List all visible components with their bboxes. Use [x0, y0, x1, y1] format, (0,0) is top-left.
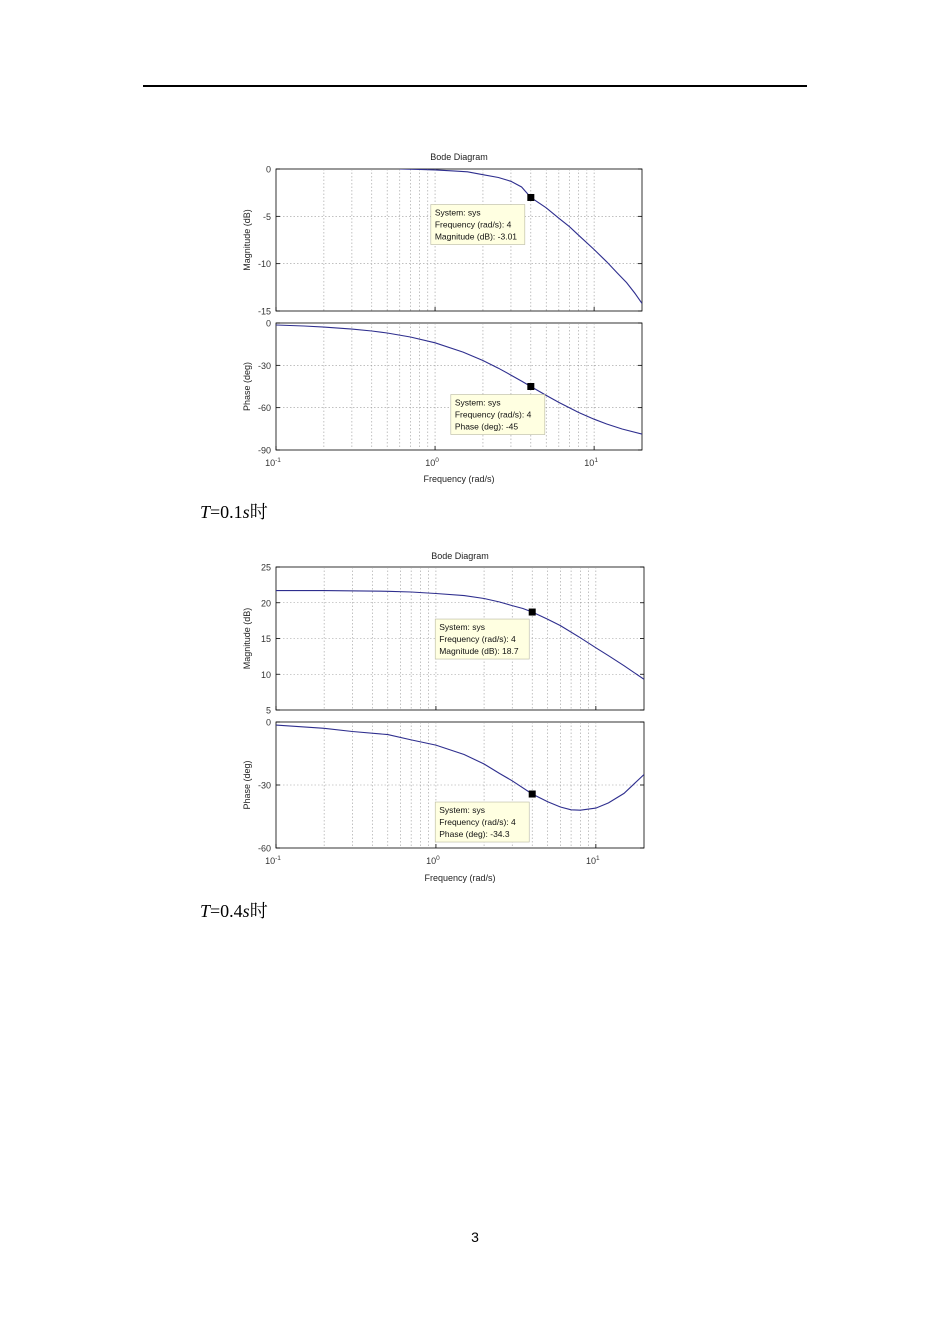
caption-var: T — [200, 901, 211, 921]
datatip-line: Magnitude (dB): 18.7 — [439, 646, 519, 657]
y-tick-label: -30 — [257, 360, 271, 371]
datatip-line: Phase (deg): -34.3 — [439, 829, 510, 840]
y-tick-label: -30 — [257, 780, 271, 791]
page-number: 3 — [471, 1229, 479, 1245]
y-tick-label: -90 — [257, 445, 271, 456]
y-tick-label: 5 — [265, 705, 271, 716]
figure-2-caption — [200, 897, 268, 923]
datatip-line: System: sys — [439, 622, 486, 633]
x-tick-label: $10^{-1}$ — [265, 855, 281, 866]
datatip-line: Frequency (rad/s): 4 — [439, 817, 516, 828]
y-axis-label: Phase (deg) — [242, 760, 252, 810]
y-tick-label: 15 — [260, 634, 271, 644]
y-tick-label: 10 — [260, 669, 271, 680]
datatip-line: Magnitude (dB): -3.01 — [434, 231, 518, 242]
y-tick-label: -60 — [257, 843, 271, 854]
caption-unit: s — [242, 502, 250, 522]
caption-var: T — [200, 502, 211, 522]
y-axis-label: Phase (deg) — [242, 361, 252, 412]
y-tick-label: -60 — [257, 403, 271, 414]
datatip-line: System: sys — [454, 397, 501, 408]
chart-title: Bode Diagram — [430, 152, 488, 162]
datatip-line: Frequency (rad/s): 4 — [454, 409, 532, 420]
y-axis-label: Magnitude (dB) — [242, 607, 252, 670]
x-tick-label: $10^{-1}$ — [265, 457, 281, 468]
datatip-marker — [529, 609, 536, 616]
x-axis-label: Frequency (rad/s) — [423, 474, 495, 484]
caption-suffix: 时 — [249, 502, 268, 522]
datatip-line: System: sys — [439, 805, 486, 816]
y-tick-label: -5 — [262, 211, 271, 222]
datatip-marker — [529, 791, 536, 798]
y-axis-label: Magnitude (dB) — [242, 209, 252, 271]
y-tick-label: -15 — [257, 306, 271, 317]
y-tick-label: 20 — [260, 598, 271, 609]
y-tick-label: 0 — [265, 318, 271, 329]
x-tick-label: $10^1$ — [586, 855, 600, 866]
datatip-line: Frequency (rad/s): 4 — [439, 634, 516, 645]
y-tick-label: 0 — [265, 717, 271, 728]
caption-unit: s — [242, 901, 250, 921]
y-tick-label: 0 — [265, 164, 271, 175]
caption-value: =0.4 — [210, 901, 243, 921]
datatip-line: System: sys — [434, 207, 481, 218]
y-tick-label: 25 — [260, 562, 271, 573]
chart-title: Bode Diagram — [431, 551, 489, 561]
datatip-line: Frequency (rad/s): 4 — [434, 219, 512, 230]
x-tick-label: $10^0$ — [425, 457, 439, 468]
x-axis-label: Frequency (rad/s) — [424, 873, 496, 883]
y-tick-label: -10 — [257, 259, 271, 270]
datatip-line: Phase (deg): -45 — [454, 421, 519, 432]
x-tick-label: $10^1$ — [584, 457, 598, 468]
caption-value: =0.1 — [210, 502, 243, 522]
x-tick-label: $10^0$ — [426, 855, 440, 866]
caption-suffix: 时 — [249, 901, 268, 921]
